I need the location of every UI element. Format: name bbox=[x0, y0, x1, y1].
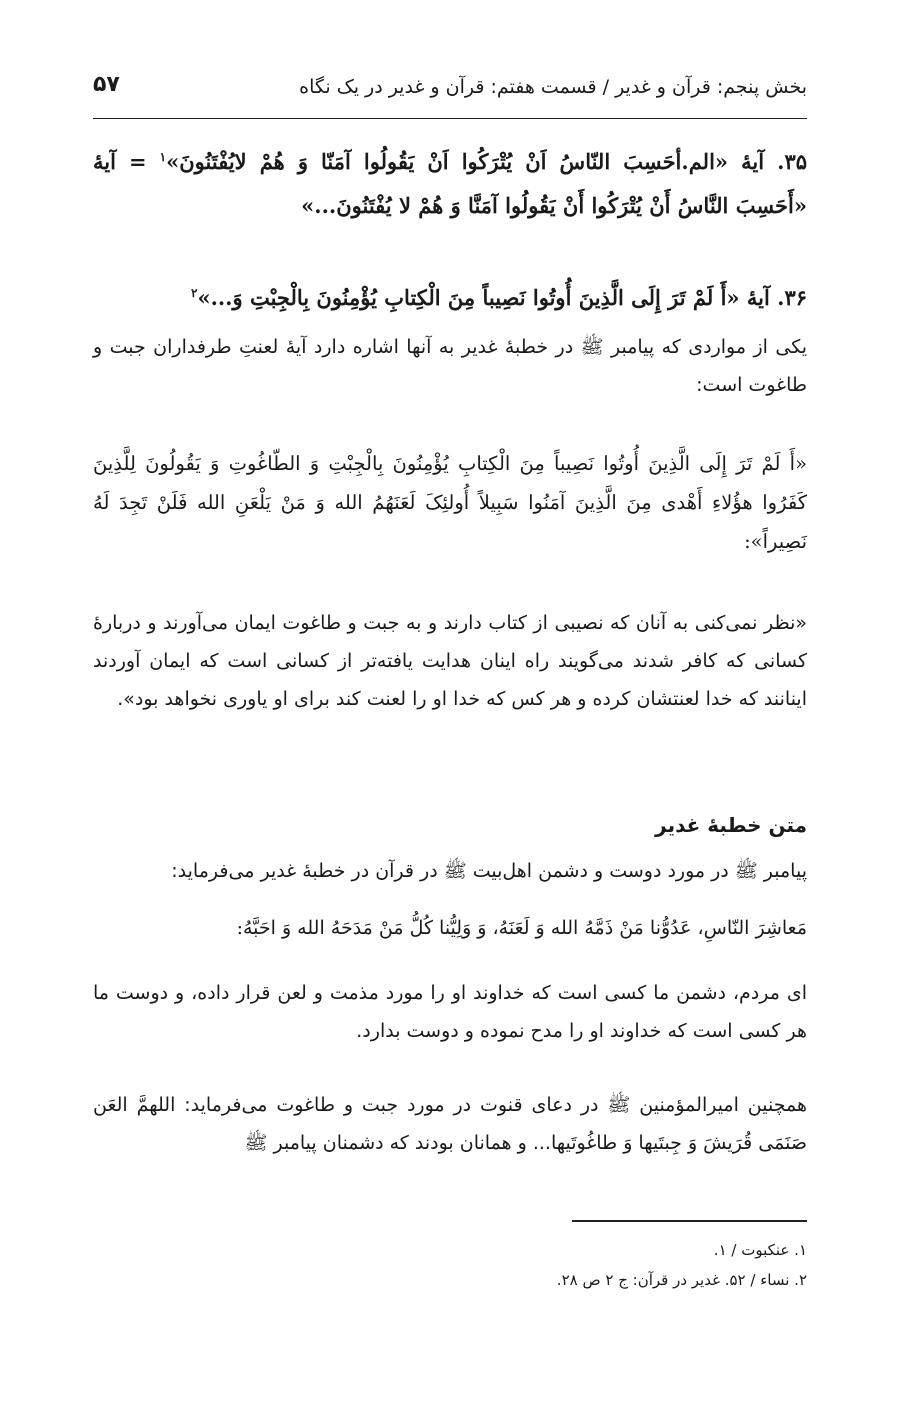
intro-paragraph: یکی از مواردی که پیامبر ﷺ در خطبهٔ غدیر به آنها اشاره دارد آیهٔ لعنتِ طرفداران جبت و طاغوت است: bbox=[93, 336, 807, 396]
book-page bbox=[93, 0, 807, 1405]
prophet-saying-arabic: مَعاشِرَ النّاسِ، عَدُوُّنا مَنْ ذَمَّهُ الله وَ لَعَنَهُ، وَ وَلِیُّنا کُلُّ مَنْ مَدَحَهُ الله وَ احَبَّهُ: bbox=[236, 917, 807, 939]
section-heading: متن خطبهٔ غدیر bbox=[655, 813, 807, 837]
footnote-ref-2: ۲ bbox=[190, 286, 198, 300]
item-36-number: ۳۶. bbox=[777, 285, 807, 310]
item-36-text: آیهٔ «أَ لَمْ تَرَ إِلَی الَّذِینَ أُوتُوا نَصِیباً مِنَ الْکِتابِ یُؤْمِنُونَ بِالْجِبْتِ وَ...» bbox=[197, 285, 770, 310]
page-number: ۵۷ bbox=[93, 72, 120, 97]
prophet-paragraph: پیامبر ﷺ در مورد دوست و دشمن اهل‌بیت ﷺ در قرآن در خطبهٔ غدیر می‌فرماید: bbox=[171, 860, 807, 882]
footnote-2: ۲. نساء / ۵۲. غدیر در قرآن: ج ۲ ص ۲۸. bbox=[556, 1271, 807, 1289]
quran-quote-translation: «نظر نمی‌کنی به آنان که نصیبی از کتاب دارند و به جبت و طاغوت ایمان می‌آورند و دربارهٔ کسانی که کافر شدند می‌گویند راه اینان هدایت یافته‌تر از کسانی است که ایمان آوردند اینانند که خدا لعنتشان کرده و هر کس که خدا او را لعنت کند برای او یاوری نخواهد بود». bbox=[93, 612, 807, 710]
item-35-text-continued: = آیهٔ «أَحَسِبَ النَّاسُ أَنْ یُتْرَکُوا أَنْ یَقُولُوا آمَنَّا وَ هُمْ لا یُفْتَنُونَ...» bbox=[93, 149, 807, 218]
running-header-title: بخش پنجم: قرآن و غدیر / قسمت هفتم: قرآن و غدیر در یک نگاه bbox=[299, 76, 807, 98]
item-35 bbox=[93, 140, 807, 228]
footnote-divider bbox=[572, 1220, 807, 1222]
saying-translation-paragraph: ای مردم، دشمن ما کسی است که خداوند او را مورد مذمت و لعن قرار داده، و دوست ما هر کسی است که خداوند او را مدح نموده و دوست بدارد. bbox=[93, 982, 807, 1042]
header-divider bbox=[93, 118, 807, 119]
item-36 bbox=[93, 276, 807, 320]
page-header bbox=[93, 72, 807, 112]
amir-paragraph: همچنین امیرالمؤمنین ﷺ در دعای قنوت در مورد جبت و طاغوت می‌فرماید: اللهمَّ العَن صَنَمَی قُرَیشَ وَ جِبتَیها وَ طاغُوتَیها... و همانان بودند که دشمنان پیامبر ﷺ bbox=[93, 1094, 807, 1154]
item-35-number: ۳۵. bbox=[777, 149, 808, 174]
quran-quote-arabic: «أَ لَمْ تَرَ إِلَی الَّذِینَ أُوتُوا نَصِیباً مِنَ الْکِتابِ یُؤْمِنُونَ بِالْجِبْتِ وَ الطّاغُوتِ وَ یَقُولُونَ لِلَّذِینَ کَفَرُوا هؤُلاءِ أَهْدی مِنَ الَّذِینَ آمَنُوا سَبِیلاً أُولئِکَ لَعَنَهُمُ الله وَ مَنْ یَلْعَنِ الله فَلَنْ تَجِدَ لَهُ نَصِیراً»: bbox=[93, 452, 807, 553]
footnote-1: ۱. عنکبوت / ۱. bbox=[713, 1241, 807, 1259]
footnote-ref-1: ۱ bbox=[159, 150, 167, 164]
item-35-text: آیهٔ «الم.أحَسِبَ النّاسُ اَنْ یُتْرَکُوا اَنْ یَقُولُوا آمَنّا وَ هُمْ لایُفْتَنُونَ» bbox=[166, 149, 765, 174]
